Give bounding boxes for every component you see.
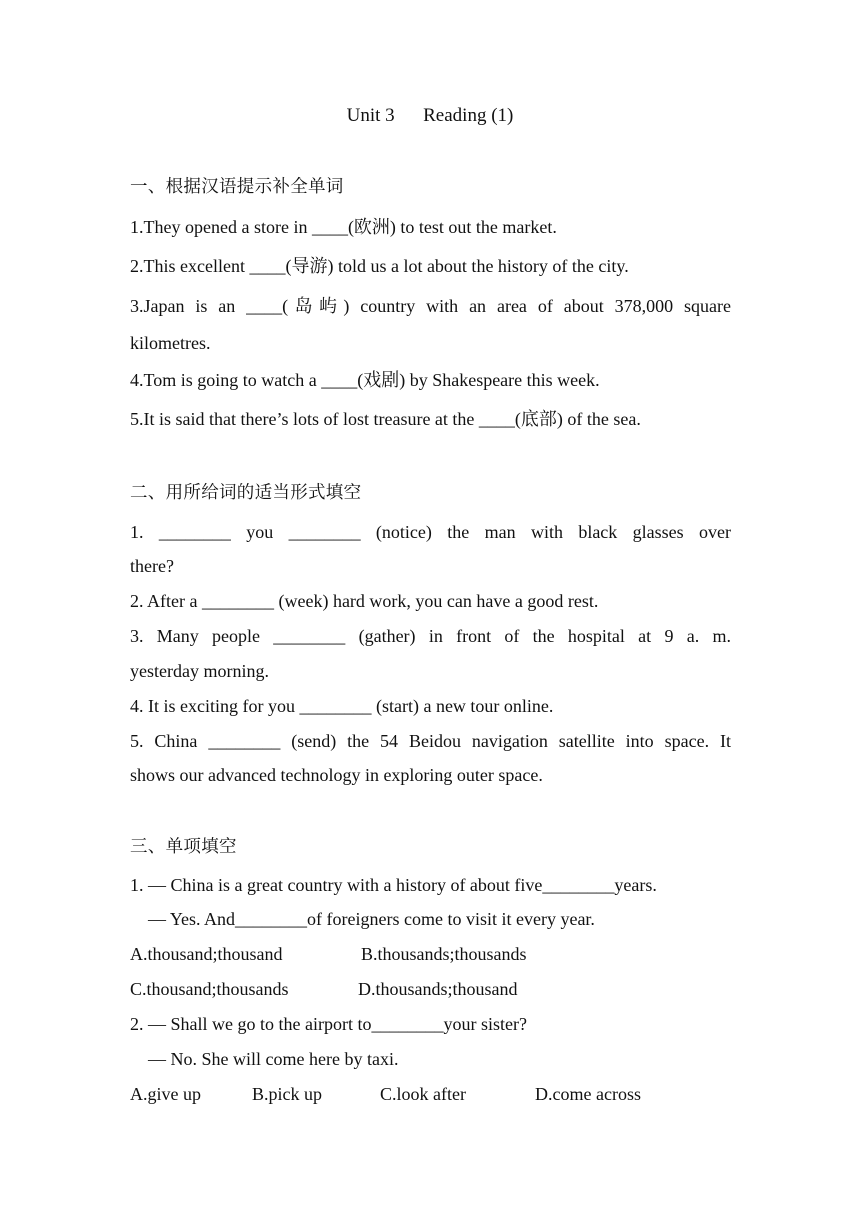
option-b: B.thousands;thousands [361, 944, 527, 964]
section2-question-3-line2: yesterday morning. [130, 661, 269, 681]
section1-question-3-line2: kilometres. [130, 333, 211, 353]
section1-question-2: 2.This excellent ____(导游) told us a lot about the history of the city. [130, 256, 629, 276]
option-d: D.thousands;thousand [358, 979, 518, 999]
section2-question-2: 2. After a ________ (week) hard work, you can have a good rest. [130, 591, 599, 611]
option-a: A.give up [130, 1084, 201, 1104]
page-title: Unit 3 Reading (1) [346, 105, 514, 126]
section1-question-3-line1: 3.Japan is an ____(岛屿) country with an area of about 378,000 square [130, 296, 731, 316]
option-d: D.come across [535, 1084, 641, 1104]
section2-heading: 二、用所给词的适当形式填空 [130, 483, 362, 503]
section2-question-3-line1: 3. Many people ________ (gather) in front of the hospital at 9 a. m. [130, 626, 731, 646]
section1-question-1: 1.They opened a store in ____(欧洲) to test out the market. [130, 217, 557, 237]
section3-question-2-line2: — No. She will come here by taxi. [148, 1049, 399, 1069]
section3-question-1-line1: 1. — China is a great country with a history of about five________years. [130, 875, 657, 895]
section2-question-1-line2: there? [130, 556, 174, 576]
option-c: C.look after [380, 1084, 466, 1104]
section2-question-4: 4. It is exciting for you ________ (start) a new tour online. [130, 696, 554, 716]
option-b: B.pick up [252, 1084, 322, 1104]
section2-question-5-line1: 5. China ________ (send) the 54 Beidou navigation satellite into space. It [130, 731, 731, 751]
section3-question-2-line1: 2. — Shall we go to the airport to________your sister? [130, 1014, 527, 1034]
section3-question-1-line2: — Yes. And________of foreigners come to visit it every year. [148, 909, 595, 929]
option-a: A.thousand;thousand [130, 944, 283, 964]
section3-heading: 三、单项填空 [130, 837, 237, 857]
section2-question-1-line1: 1. ________ you ________ (notice) the man with black glasses over [130, 522, 731, 542]
section1-heading: 一、根据汉语提示补全单词 [130, 177, 344, 197]
section1-question-4: 4.Tom is going to watch a ____(戏剧) by Shakespeare this week. [130, 370, 600, 390]
section1-question-5: 5.It is said that there’s lots of lost treasure at the ____(底部) of the sea. [130, 409, 641, 429]
option-c: C.thousand;thousands [130, 979, 289, 999]
section2-question-5-line2: shows our advanced technology in exploring outer space. [130, 765, 543, 785]
